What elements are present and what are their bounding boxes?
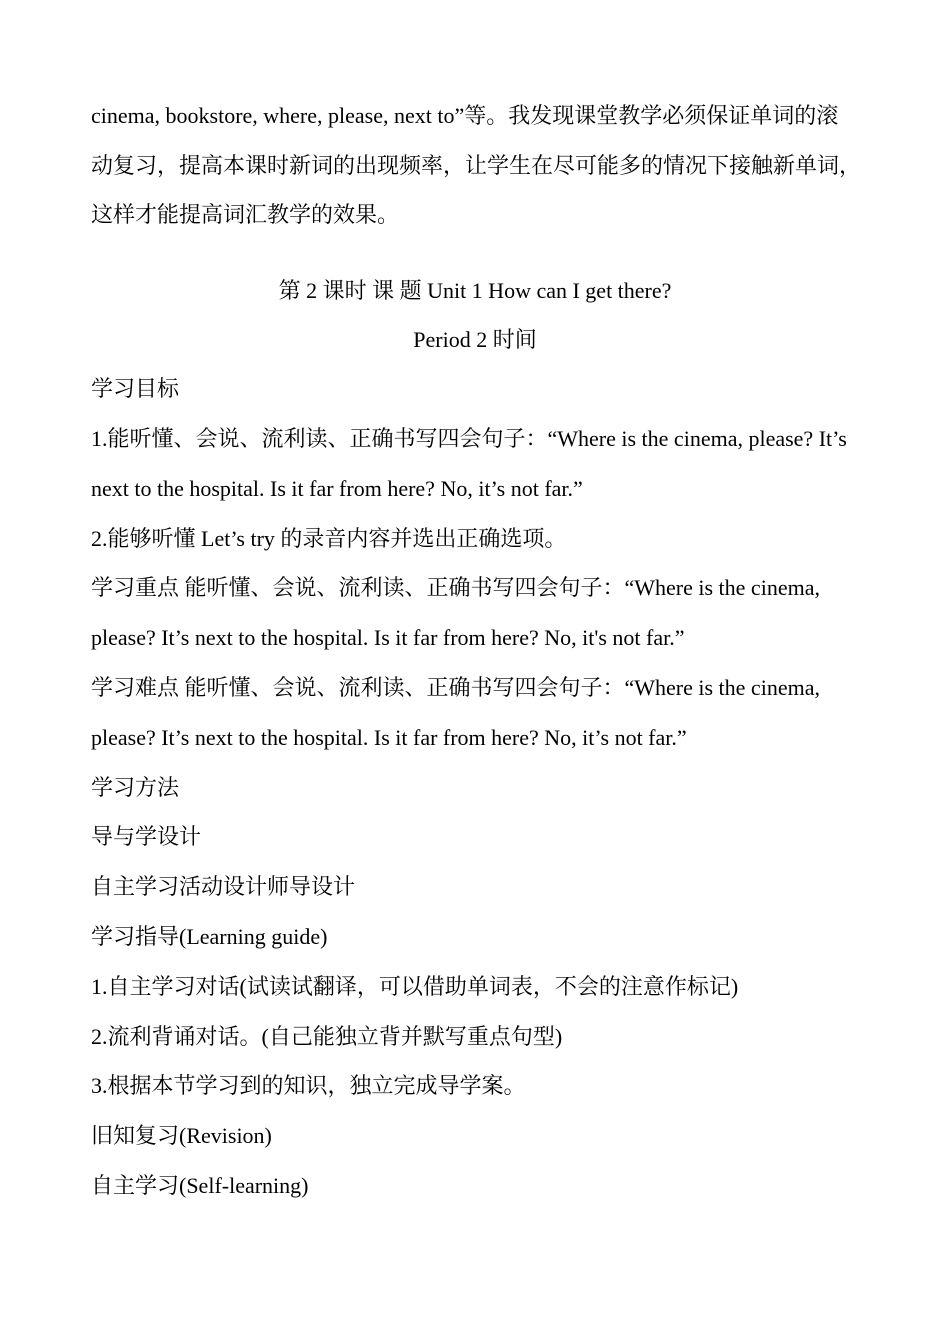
lesson-subtitle: Period 2 时间 [413, 327, 537, 352]
guide-item-1: 1.自主学习对话(试读试翻译，可以借助单词表，不会的注意作标记) [91, 974, 739, 999]
activity-heading: 自主学习活动设计师导设计 [91, 874, 356, 899]
key-point-line-2: please? It’s next to the hospital. Is it far from here? No, it's not far.” [91, 625, 685, 650]
difficulty-line-1: 学习难点 能听懂、会说、流利读、正确书写四会句子：“Where is the cinema, [91, 675, 820, 700]
lesson-title: 第 2 课时 课 题 Unit 1 How can I get there? [278, 278, 672, 303]
self-learning-heading: 自主学习(Self-learning) [91, 1173, 309, 1198]
key-point-line-1: 学习重点 能听懂、会说、流利读、正确书写四会句子：“Where is the cinema, [91, 575, 820, 600]
guide-heading: 学习指导(Learning guide) [91, 924, 328, 949]
revision-heading: 旧知复习(Revision) [91, 1123, 272, 1148]
intro-line-3: 这样才能提高词汇教学的效果。 [91, 202, 400, 227]
goal-1-line-2: next to the hospital. Is it far from here? No, it’s not far.” [91, 476, 583, 501]
difficulty-line-2: please? It’s next to the hospital. Is it far from here? No, it’s not far.” [91, 725, 687, 750]
goal-1-line-1: 1.能听懂、会说、流利读、正确书写四会句子：“Where is the cinema, please? It’s [91, 426, 847, 451]
intro-line-2: 动复习，提高本课时新词的出现频率，让学生在尽可能多的情况下接触新单词， [91, 153, 862, 178]
method-heading: 学习方法 [91, 775, 180, 800]
goals-heading: 学习目标 [91, 376, 180, 401]
design-heading: 导与学设计 [91, 824, 202, 849]
guide-item-3: 3.根据本节学习到的知识，独立完成导学案。 [91, 1073, 526, 1098]
goal-2: 2.能够听懂 Let’s try 的录音内容并选出正确选项。 [91, 526, 567, 551]
intro-line-1: cinema, bookstore, where, please, next to”等。我发现课堂教学必须保证单词的滚 [91, 103, 839, 128]
guide-item-2: 2.流利背诵对话。(自己能独立背并默写重点句型) [91, 1024, 563, 1049]
